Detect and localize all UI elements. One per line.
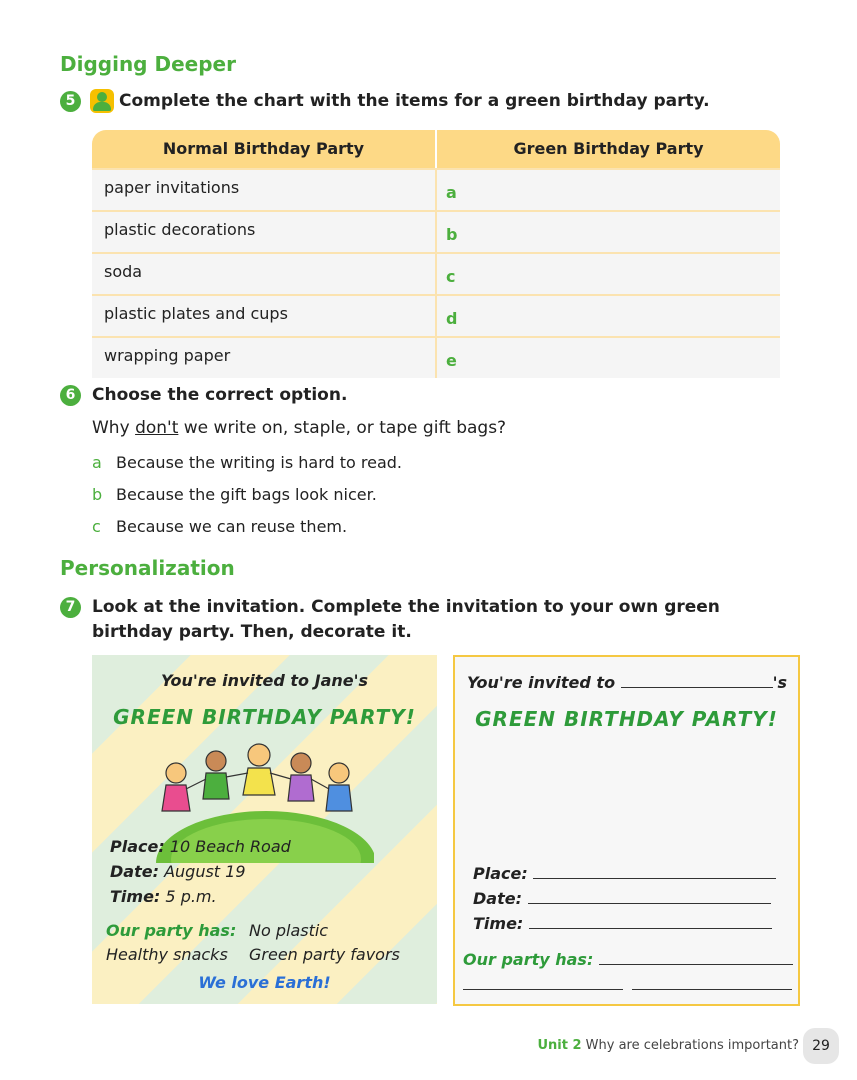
date-line bbox=[110, 862, 246, 881]
date-line bbox=[473, 889, 771, 908]
party-extra-blanks bbox=[463, 975, 792, 994]
option-a[interactable] bbox=[92, 453, 402, 472]
party-item: Green party favors bbox=[249, 945, 400, 964]
name-blank[interactable] bbox=[621, 673, 773, 688]
party-has-blank[interactable] bbox=[599, 950, 793, 965]
time-line bbox=[110, 887, 217, 906]
table-row bbox=[92, 336, 780, 378]
place-label: Place: bbox=[110, 837, 165, 856]
question-number-7: 7 bbox=[60, 597, 81, 618]
place-label: Place: bbox=[473, 864, 528, 883]
green-answer-e[interactable]: e bbox=[446, 351, 457, 370]
date-blank[interactable] bbox=[528, 889, 771, 904]
time-value: 5 p.m. bbox=[165, 887, 217, 906]
option-c[interactable] bbox=[92, 517, 347, 536]
normal-item: soda bbox=[92, 254, 437, 294]
question-6-instruction: Choose the correct option. bbox=[92, 385, 348, 405]
table-row bbox=[92, 252, 780, 294]
chart-header bbox=[92, 130, 780, 168]
option-text: Because the gift bags look nicer. bbox=[116, 485, 377, 504]
green-answer-b[interactable]: b bbox=[446, 225, 458, 244]
time-blank[interactable] bbox=[529, 914, 772, 929]
example-invitation-card bbox=[92, 655, 437, 1004]
date-value: August 19 bbox=[164, 862, 246, 881]
slogan: We love Earth! bbox=[198, 973, 331, 992]
option-letter: a bbox=[92, 453, 102, 472]
option-text: Because we can reuse them. bbox=[116, 517, 348, 536]
table-row bbox=[92, 294, 780, 336]
option-letter: c bbox=[92, 517, 101, 536]
time-label: Time: bbox=[110, 887, 161, 906]
place-line bbox=[110, 837, 291, 856]
place-blank[interactable] bbox=[533, 864, 776, 879]
time-label: Time: bbox=[473, 914, 524, 933]
footer-question: Why are celebrations important? bbox=[585, 1038, 799, 1053]
question-5-instruction: Complete the chart with the items for a green birthday party. bbox=[119, 91, 710, 111]
pair-work-icon bbox=[90, 89, 114, 113]
green-answer-c[interactable]: c bbox=[446, 267, 456, 286]
section-title-digging-deeper: Digging Deeper bbox=[60, 52, 236, 76]
party-item-blank[interactable] bbox=[463, 975, 623, 990]
question-number-6: 6 bbox=[60, 385, 81, 406]
option-text: Because the writing is hard to read. bbox=[116, 453, 402, 472]
date-label: Date: bbox=[110, 862, 159, 881]
normal-item: plastic plates and cups bbox=[92, 296, 437, 336]
party-item: No plastic bbox=[249, 921, 329, 940]
invitation-headline: GREEN BIRTHDAY PARTY! bbox=[113, 705, 416, 729]
option-letter: b bbox=[92, 485, 103, 504]
party-has-label: Our party has: bbox=[106, 921, 237, 940]
party-item-blank[interactable] bbox=[632, 975, 792, 990]
date-label: Date: bbox=[473, 889, 522, 908]
invited-text: You're invited to bbox=[467, 673, 616, 692]
blank-invitation-card[interactable] bbox=[453, 655, 800, 1006]
time-line bbox=[473, 914, 772, 933]
normal-item: paper invitations bbox=[92, 170, 437, 210]
invited-line bbox=[467, 673, 787, 692]
question-number-5: 5 bbox=[60, 91, 81, 112]
normal-item: plastic decorations bbox=[92, 212, 437, 252]
party-has-line bbox=[463, 950, 793, 969]
option-b[interactable] bbox=[92, 485, 377, 504]
page-number: 29 bbox=[803, 1028, 839, 1064]
header-normal-party: Normal Birthday Party bbox=[92, 130, 437, 168]
page-footer bbox=[537, 1038, 799, 1053]
place-value: 10 Beach Road bbox=[169, 837, 291, 856]
invitation-headline: GREEN BIRTHDAY PARTY! bbox=[475, 707, 778, 731]
header-green-party: Green Birthday Party bbox=[513, 139, 704, 158]
green-answer-a[interactable]: a bbox=[446, 183, 457, 202]
green-answer-d[interactable]: d bbox=[446, 309, 458, 328]
question-7-instruction-line2: birthday party. Then, decorate it. bbox=[92, 622, 412, 642]
section-title-personalization: Personalization bbox=[60, 556, 235, 580]
footer-unit: Unit 2 bbox=[537, 1038, 582, 1053]
party-item: Healthy snacks bbox=[106, 945, 228, 964]
birthday-party-chart bbox=[92, 130, 780, 378]
party-has-label: Our party has: bbox=[463, 950, 594, 969]
question-6-prompt bbox=[92, 418, 506, 438]
prompt-text: Why bbox=[92, 418, 136, 438]
table-row bbox=[92, 210, 780, 252]
prompt-text: we write on, staple, or tape gift bags? bbox=[178, 418, 507, 438]
question-7-instruction-line1: Look at the invitation. Complete the invitation to your own green bbox=[92, 597, 720, 617]
invited-text: You're invited to Jane's bbox=[160, 671, 369, 690]
place-line bbox=[473, 864, 776, 883]
possessive-text: 's bbox=[772, 673, 788, 692]
table-row bbox=[92, 168, 780, 210]
normal-item: wrapping paper bbox=[92, 338, 437, 378]
prompt-underlined-word: don't bbox=[135, 418, 179, 438]
